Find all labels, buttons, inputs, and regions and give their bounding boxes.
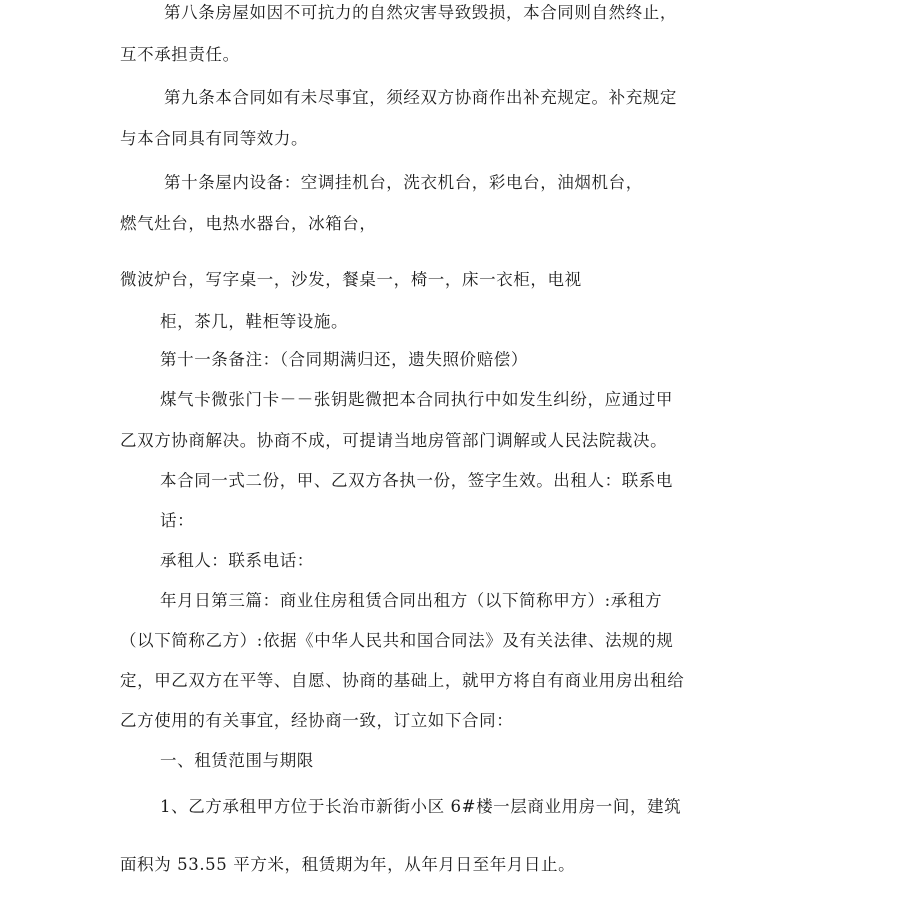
text-line: 第九条本合同如有未尽事宜，须经双方协商作出补充规定。补充规定 xyxy=(164,88,677,107)
text-line: 1、乙方承租甲方位于长治市新街小区 6#楼一层商业用房一间，建筑 xyxy=(160,797,682,816)
text-line: 微波炉台，写字桌一，沙发，餐桌一，椅一，床一衣柜，电视 xyxy=(120,270,582,289)
text-line: 面积为 53.55 平方米，租赁期为年，从年月日至年月日止。 xyxy=(120,855,576,874)
text-line: 煤气卡微张门卡－－张钥匙微把本合同执行中如发生纠纷，应通过甲 xyxy=(160,390,673,409)
text-line: （以下简称乙方）:依据《中华人民共和国合同法》及有关法律、法规的规 xyxy=(120,631,674,650)
text-line: 本合同一式二份，甲、乙双方各执一份，签字生效。出租人：联系电 xyxy=(160,471,673,490)
text-line: 与本合同具有同等效力。 xyxy=(120,129,309,148)
text-line: 第十一条备注：（合同期满归还，遗失照价赔偿） xyxy=(160,350,528,369)
text-line: 燃气灶台，电热水器台，冰箱台， xyxy=(120,214,377,233)
text-line: 柜，茶几，鞋柜等设施。 xyxy=(160,312,349,331)
text-line: 互不承担责任。 xyxy=(120,45,240,64)
text-line: 承租人：联系电话： xyxy=(160,551,314,570)
text-line: 话： xyxy=(160,511,195,530)
text-line: 乙双方协商解决。协商不成，可提请当地房管部门调解或人民法院裁决。 xyxy=(120,431,668,450)
text-line: 乙方使用的有关事宜，经协商一致，订立如下合同： xyxy=(120,711,514,730)
text-line: 年月日第三篇：商业住房租赁合同出租方（以下简称甲方）:承租方 xyxy=(160,591,663,610)
section-heading: 一、租赁范围与期限 xyxy=(160,751,314,770)
text-line: 第八条房屋如因不可抗力的自然灾害导致毁损，本合同则自然终止， xyxy=(164,3,677,22)
text-line: 第十条屋内设备：空调挂机台，洗衣机台，彩电台，油烟机台， xyxy=(164,173,643,192)
text-line: 定，甲乙双方在平等、自愿、协商的基础上，就甲方将自有商业用房出租给 xyxy=(120,671,685,690)
